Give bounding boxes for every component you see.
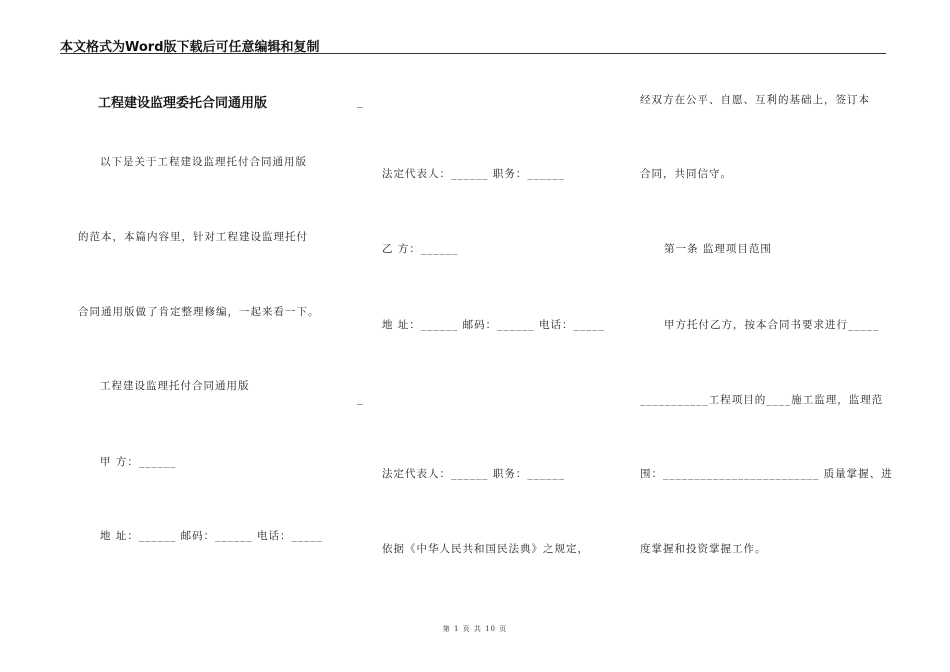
page-header — [60, 36, 886, 54]
col3-line-6: 围：_________________________ 质量掌握、进 — [640, 468, 893, 480]
col2-line-5: 依据《中华人民共和国民法典》之规定， — [382, 543, 589, 555]
col1-line-5: 甲 方：______ — [100, 456, 177, 468]
col3-line-2: 合同，共同信守。 — [640, 168, 732, 180]
col1-line-2: 的范本，本篇内容里，针对工程建设监理托付 — [78, 231, 308, 243]
col3-line-3: 第一条 监理项目范围 — [664, 243, 772, 255]
col1-line-3: 合同通用版做了肯定整理修编，一起来看一下。 — [78, 306, 320, 318]
col2-line-1: 法定代表人：______ 职务：______ — [382, 168, 565, 180]
col3-line-1: 经双方在公平、自愿、互利的基础上，签订本 — [640, 94, 870, 106]
document-title: 工程建设监理委托合同通用版 — [98, 96, 268, 111]
col2-line-3: 地 址：______ 邮码：______ 电话：_____ — [382, 319, 605, 331]
col2-mark-1: _ — [357, 95, 363, 108]
col3-line-5: ___________工程项目的____施工监理，监理范 — [640, 394, 884, 406]
col1-line-6: 地 址：______ 邮码：______ 电话：_____ — [100, 530, 323, 542]
header-text: 本文格式为Word版下载后可任意编辑和复制 — [60, 40, 320, 55]
col2-line-4: 法定代表人：______ 职务：______ — [382, 468, 565, 480]
col1-line-4: 工程建设监理托付合同通用版 — [100, 380, 250, 392]
col3-line-7: 度掌握和投资掌握工作。 — [640, 543, 767, 555]
col2-mark-2: _ — [357, 392, 363, 405]
col2-line-2: 乙 方：______ — [382, 243, 459, 255]
col3-line-4: 甲方托付乙方，按本合同书要求进行_____ — [664, 319, 880, 331]
page-number: 第 1 页 共 10 页 — [442, 625, 508, 633]
col1-line-1: 以下是关于工程建设监理托付合同通用版 — [100, 156, 307, 168]
